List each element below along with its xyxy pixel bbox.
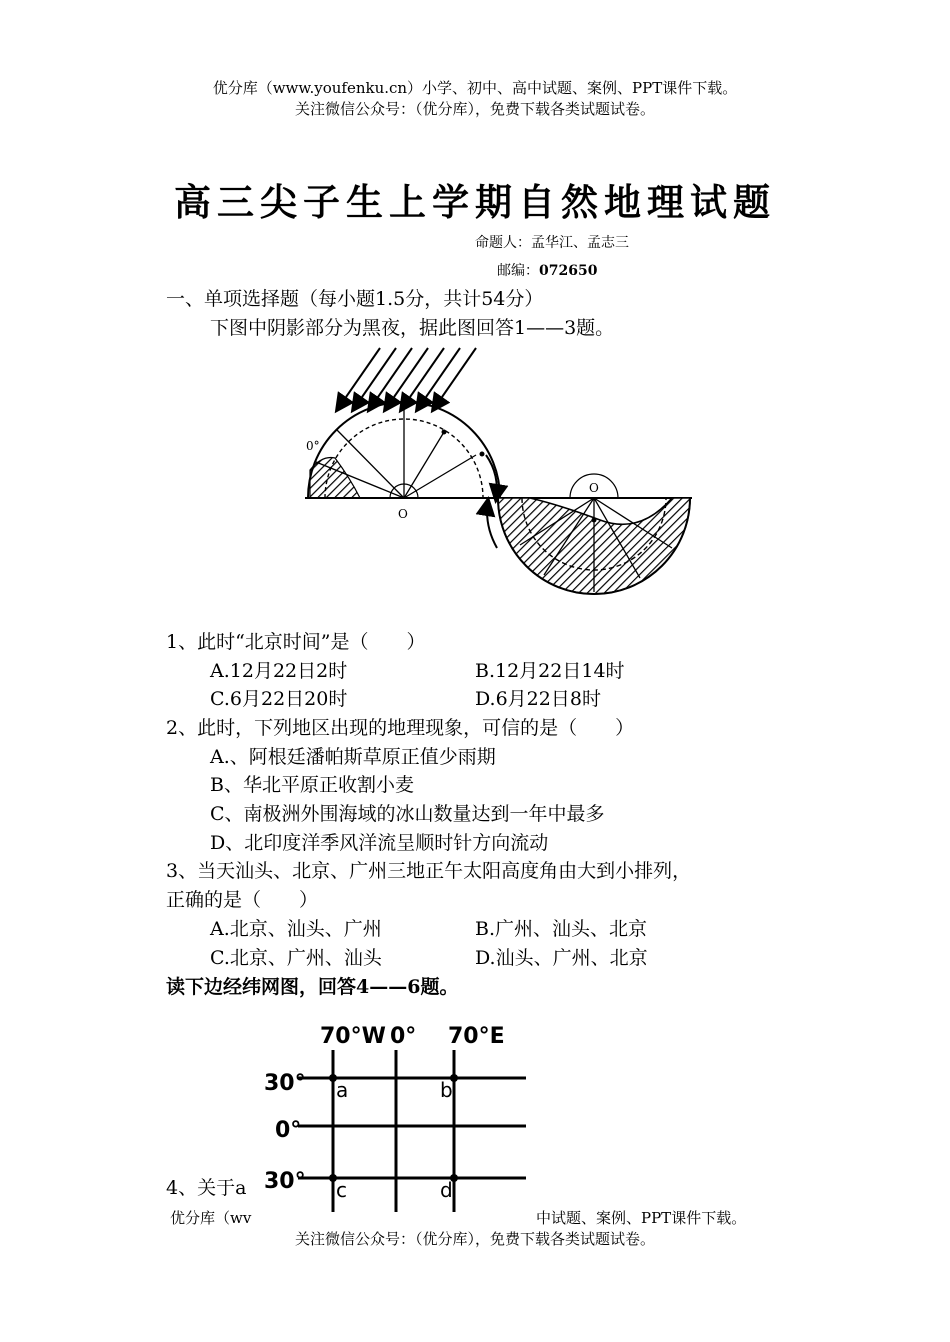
right-hemisphere bbox=[498, 474, 690, 594]
q4-fragment: 4、关于a bbox=[166, 1177, 247, 1199]
section1-intro: 下图中阴影部分为黑夜，据此图回答1——3题。 bbox=[210, 317, 615, 339]
q3-stem-line2: 正确的是（ ） bbox=[166, 889, 319, 911]
q1-option-b: B.12月22日14时 bbox=[475, 660, 625, 682]
q3-option-d: D.汕头、广州、北京 bbox=[475, 947, 648, 969]
header-line-1: 优分库（www.youfenku.cn）小学、初中、高中试题、案例、PPT课件下载。 bbox=[212, 79, 738, 97]
author-line: 命题人：孟华江、孟志三 bbox=[475, 235, 629, 251]
q1-option-c: C.6月22日20时 bbox=[210, 688, 348, 710]
zero-degree-label: 0° bbox=[306, 439, 320, 453]
q1-option-d: D.6月22日8时 bbox=[475, 688, 601, 710]
postcode-line bbox=[497, 260, 597, 280]
lon-label-70e: 70°E bbox=[448, 1024, 505, 1049]
section1-heading: 一、单项选择题（每小题1.5分，共计54分） bbox=[166, 288, 544, 310]
lon-label-70w: 70°W bbox=[320, 1024, 386, 1049]
lat-label-0: 0° bbox=[275, 1118, 302, 1143]
page-title: 高三尖子生上学期自然地理试题 bbox=[174, 180, 776, 224]
right-o-label: O bbox=[589, 481, 599, 495]
postcode-value: 072650 bbox=[539, 263, 598, 279]
left-o-label: O bbox=[398, 507, 408, 521]
q3-stem-line1: 3、当天汕头、北京、广州三地正午太阳高度角由大到小排列， bbox=[166, 860, 692, 882]
postcode-label: 邮编： bbox=[497, 263, 539, 279]
q1-option-a: A.12月22日2时 bbox=[210, 660, 348, 682]
point-c: c bbox=[336, 1178, 347, 1202]
lat-lon-grid bbox=[258, 1012, 538, 1212]
q1-stem: 1、此时“北京时间”是（ ） bbox=[166, 631, 426, 653]
footer-line-1-left: 优分库（wv bbox=[170, 1209, 252, 1227]
q2-option-b: B、华北平原正收割小麦 bbox=[210, 774, 414, 796]
header-line-2: 关注微信公众号：（优分库），免费下载各类试题试卷。 bbox=[294, 100, 655, 118]
lon-label-0: 0° bbox=[390, 1024, 417, 1049]
point-b: b bbox=[440, 1078, 453, 1102]
q3-option-c: C.北京、广州、汕头 bbox=[210, 947, 382, 969]
q3-option-b: B.广州、汕头、北京 bbox=[475, 918, 648, 940]
lat-label-30s: 30° bbox=[264, 1169, 306, 1194]
q3-option-a: A.北京、汕头、广州 bbox=[210, 918, 382, 940]
sun-rays bbox=[337, 348, 476, 410]
lat-label-30n: 30° bbox=[264, 1071, 306, 1096]
q2-stem: 2、此时，下列地区出现的地理现象，可信的是（ ） bbox=[166, 717, 635, 739]
point-d: d bbox=[440, 1178, 453, 1202]
point-a: a bbox=[336, 1078, 349, 1102]
q2-option-c: C、南极洲外围海域的冰山数量达到一年中最多 bbox=[210, 803, 605, 825]
day-night-diagram bbox=[300, 340, 700, 600]
q2-option-d: D、北印度洋季风洋流呈顺时针方向流动 bbox=[210, 832, 549, 854]
footer-line-1-right: 中试题、案例、PPT课件下载。 bbox=[536, 1209, 747, 1227]
section2-intro: 读下边经纬网图，回答4——6题。 bbox=[166, 976, 459, 998]
q2-option-a: A.、阿根廷潘帕斯草原正值少雨期 bbox=[210, 746, 496, 768]
footer-line-2: 关注微信公众号：（优分库），免费下载各类试题试卷。 bbox=[294, 1230, 655, 1248]
